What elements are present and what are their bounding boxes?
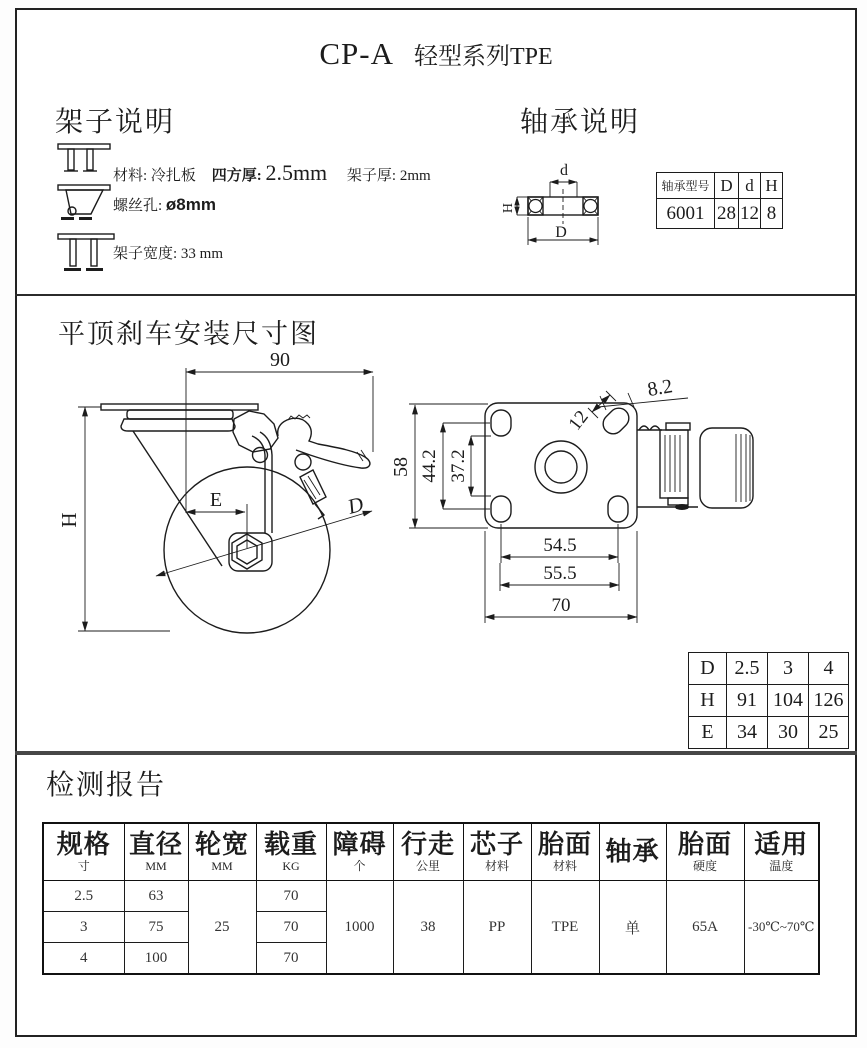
dim-37-2-label: 37.2 [448,449,469,483]
diameter-value: 100 [124,943,188,975]
dhe-cell: 91 [727,685,768,717]
temperature-value: -30℃~70℃ [744,881,819,975]
wheel-width-value: 25 [188,881,256,975]
header-obstacle: 障碍 个 [326,823,393,881]
caster-side-view [57,349,373,633]
dhe-cell: 4 [809,653,849,685]
dhe-cell: E [689,717,727,749]
bearing-section-heading: 轴承说明 [520,107,641,138]
frame-spec-line-3 [113,242,223,263]
dim-H-label: H [57,512,81,528]
distance-value: 38 [393,881,463,975]
header-distance: 行走 公里 [393,823,463,881]
bearing-type-value: 单 [599,881,666,975]
dim-58-label: 58 [390,457,412,477]
bearing-col-H: H [761,173,783,199]
spec-value: 4 [43,943,124,975]
bearing-D-value: 28 [715,199,739,229]
bearing-H-value: 8 [761,199,783,229]
page-title [15,36,857,72]
model-code: CP-A [319,36,394,71]
frame-thickness-label: 架子厚: [346,168,397,184]
report-section-heading: 检测报告 [46,770,167,801]
load-value: 70 [256,881,326,912]
header-diameter: 直径 MM [124,823,188,881]
bearing-col-d: d [739,173,761,199]
bearing-diagram [495,158,630,253]
load-value: 70 [256,912,326,943]
screw-hole-label: 螺丝孔: [113,198,163,214]
header-hardness: 胎面 硬度 [666,823,744,881]
dim-8-2-label: 8.2 [645,375,675,402]
square-thickness-value: 2.5mm [265,160,328,185]
spec-value: 2.5 [43,881,124,912]
dhe-cell: D [689,653,727,685]
dim-E-label: E [209,489,223,511]
square-thickness-label: 四方厚: [211,168,262,184]
bearing-model-value: 6001 [657,199,715,229]
frame-section-heading: 架子说明 [55,107,176,138]
dhe-row-E [689,717,849,749]
header-wheel-width: 轮宽 MM [188,823,256,881]
test-report-table [42,822,820,975]
report-header-row [43,823,819,881]
dhe-cell: 25 [809,717,849,749]
diameter-value: 63 [124,881,188,912]
dhe-row-D [689,653,849,685]
dhe-size-table [688,652,849,749]
dhe-cell: 30 [768,717,809,749]
report-row-1 [43,881,819,912]
dhe-cell: 126 [809,685,849,717]
hardness-value: 65A [666,881,744,975]
dhe-cell: H [689,685,727,717]
material-label: 材料: [113,168,148,184]
load-value: 70 [256,943,326,975]
frame-width-value: 33 mm [180,246,224,262]
header-load: 载重 KG [256,823,326,881]
bearing-table-header-row [657,173,783,199]
frame-width-label: 架子宽度: [113,246,178,262]
tread-material-value: TPE [531,881,599,975]
header-core: 芯子 材料 [463,823,531,881]
dim-70-label: 70 [551,595,571,616]
frame-thickness-value: 2mm [399,168,431,184]
bearing-table [656,172,783,229]
section-divider-top [15,294,857,296]
dhe-cell: 34 [727,717,768,749]
dhe-cell: 2.5 [727,653,768,685]
frame-profile-icon-1 [56,141,116,179]
frame-profile-icon-3 [56,230,118,276]
header-temperature: 适用 温度 [744,823,819,881]
frame-profile-icon-2 [56,183,116,225]
screw-hole-value: ø8mm [165,195,216,214]
frame-spec-line-1 [113,160,431,186]
diameter-value: 75 [124,912,188,943]
dim-D-label: D [345,491,366,519]
series-name: 轻型系列TPE [413,44,553,70]
bearing-col-D: D [715,173,739,199]
bearing-model-header: 轴承型号 [657,173,715,199]
dim-12-label: 12 [564,406,593,435]
header-tread: 胎面 材料 [531,823,599,881]
dim-44-2-label: 44.2 [419,449,440,483]
spec-value: 3 [43,912,124,943]
dim-55-5-label: 55.5 [543,563,577,584]
bearing-table-data-row [657,199,783,229]
bearing-d-value: 12 [739,199,761,229]
bearing-dim-D-label: D [555,224,567,241]
dhe-cell: 3 [768,653,809,685]
dhe-row-H [689,685,849,717]
bearing-dim-h-label: H [501,202,516,214]
dhe-cell: 104 [768,685,809,717]
material-value: 冷扎板 [150,168,196,184]
dim-90-label: 90 [270,349,290,371]
frame-spec-line-2 [113,194,216,215]
dim-54-5-label: 54.5 [543,535,577,556]
header-spec: 规格 寸 [43,823,124,881]
drawing-section-heading: 平顶刹车安装尺寸图 [58,319,319,349]
header-bearing: 轴承 [599,823,666,881]
core-material-value: PP [463,881,531,975]
obstacle-value: 1000 [326,881,393,975]
bearing-dim-d-label: d [560,162,568,179]
plate-top-view [390,375,753,623]
